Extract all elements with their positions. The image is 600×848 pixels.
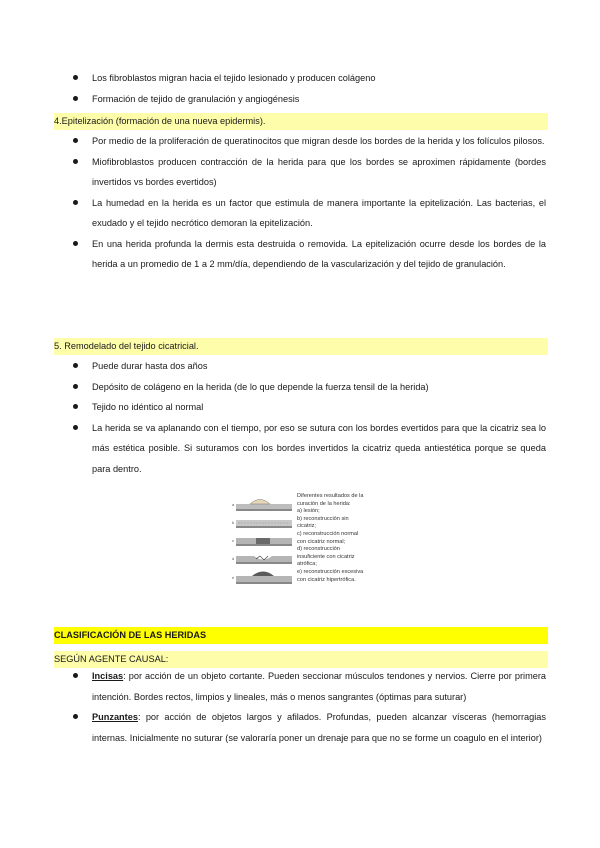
figure-letter: c	[232, 538, 234, 543]
bullet-list-remodelado	[0, 356, 600, 479]
figure-letter: d	[232, 556, 235, 561]
bullet-list-fibroblastos	[0, 68, 600, 109]
section-heading-remodelado: 5. Remodelado del tejido cicatricial.	[54, 338, 548, 355]
bullet-icon	[73, 200, 78, 205]
list-item: Puede durar hasta dos años	[0, 356, 600, 377]
bullet-icon	[73, 673, 78, 678]
section-heading-clasificacion: CLASIFICACIÓN DE LAS HERIDAS	[54, 627, 548, 644]
bullet-icon	[73, 714, 78, 719]
stage-c	[232, 538, 292, 546]
bullet-list-agente-causal	[0, 666, 600, 748]
list-item: La herida se va aplanando con el tiempo, por eso se sutura con los bordes evertidos para que la cicatriz sea lo más estética posible. Si suturamos con los bordes invertidos la cicatriz queda antiestética porque se queda para dentro.	[0, 418, 600, 480]
list-item: Incisas: por acción de un objeto cortante. Pueden seccionar músculos tendones y nervios. Cierre por primera intención. Bordes rectos, limpios y lineales, más o menos sangrantes (óptimas para suturar)	[0, 666, 600, 707]
section-heading-agente-causal: SEGÚN AGENTE CAUSAL:	[54, 651, 548, 668]
list-item: Los fibroblastos migran hacia el tejido lesionado y producen colágeno	[0, 68, 600, 89]
list-item: Por medio de la proliferación de queratinocitos que migran desde los bordes de la herida y los folículos pilosos.	[0, 131, 600, 152]
list-item: Depósito de colágeno en la herida (de lo que depende la fuerza tensil de la herida)	[0, 377, 600, 398]
list-item: En una herida profunda la dermis esta destruida o removida. La epitelización ocurre desde los bordes de la herida a un promedio de 1 a 2 mm/día, dependiendo de la vascularización y del tejido de granulación.	[0, 234, 600, 275]
list-item: La humedad en la herida es un factor que estimula de manera importante la epitelización. Las bacterias, el exudado y el tejido necrótico demoran la epitelización.	[0, 193, 600, 234]
figure-letter: e	[232, 575, 235, 580]
list-item: Miofibroblastos producen contracción de la herida para que los bordes se aproximen rápidamente (bordes invertidos vs bordes evertidos)	[0, 152, 600, 193]
figure-letter: b	[232, 520, 235, 525]
list-item: Punzantes: por acción de objetos largos y afilados. Profundas, pueden alcanzar vísceras (hemorragias internas. Inicialmente no suturar (se valoraría poner un drenaje para que no se forme un coagulo en el interior)	[0, 707, 600, 748]
bullet-list-epitelizacion	[0, 131, 600, 275]
figure-letter: a	[232, 502, 235, 507]
figure-caption: Diferentes resultados de la curación de la herida: a) lesión; b) reconstrucción sin cicatriz; c) reconstrucción normal con cicatriz normal; d) reconstrucción insuficiente con cicatriz atrófica; e) reconstrucción excesiva con cicatriz hipertrófica.	[297, 493, 364, 583]
bullet-icon	[73, 241, 78, 246]
stage-d	[232, 556, 292, 564]
stage-e	[232, 572, 292, 585]
bullet-icon	[73, 96, 78, 101]
bullet-icon	[73, 138, 78, 143]
bullet-icon	[73, 425, 78, 430]
bullet-icon	[73, 159, 78, 164]
bullet-icon	[73, 75, 78, 80]
stage-b	[232, 520, 292, 528]
bullet-icon	[73, 404, 78, 409]
bullet-icon	[73, 363, 78, 368]
list-item: Tejido no idéntico al normal	[0, 397, 600, 418]
section-heading-epitelizacion: 4.Epitelización (formación de una nueva epidermis).	[54, 113, 548, 130]
list-item: Formación de tejido de granulación y angiogénesis	[0, 89, 600, 110]
bullet-icon	[73, 384, 78, 389]
stage-a	[232, 500, 292, 512]
